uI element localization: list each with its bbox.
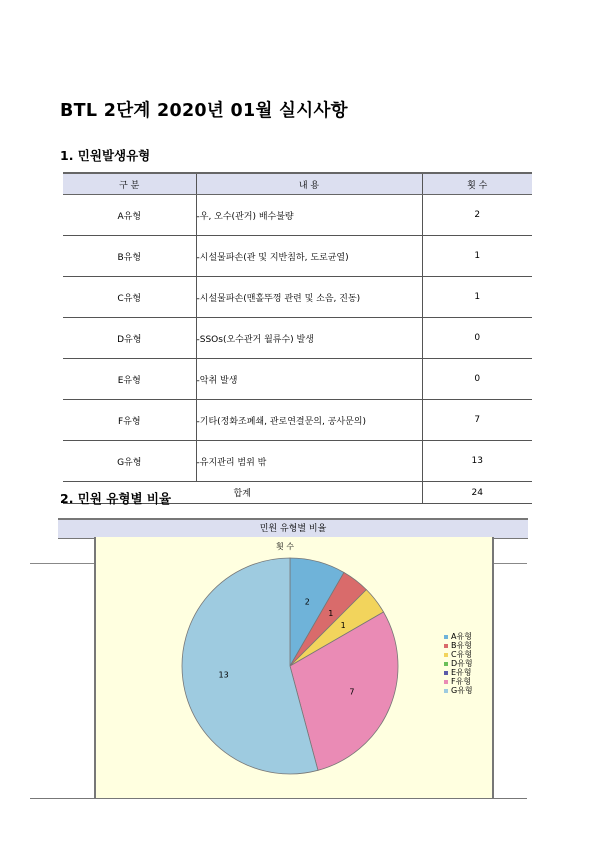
cell-count: 13: [422, 441, 532, 482]
column-header-count: 횟 수: [422, 173, 532, 195]
legend-swatch: [444, 653, 448, 657]
chart-legend: [444, 632, 473, 695]
section-heading-ratio: 2. 민원 유형별 비율: [60, 491, 172, 506]
pie-data-label: 7: [349, 687, 355, 697]
legend-swatch: [444, 689, 448, 693]
pie-data-label: 2: [304, 597, 310, 607]
legend-label: E유형: [451, 668, 472, 677]
legend-item: [444, 677, 473, 686]
cell-content: -시설물파손(맨홀뚜껑 관련 및 소음, 진동): [196, 277, 422, 318]
legend-item: [444, 659, 473, 668]
legend-label: D유형: [451, 659, 473, 668]
cell-count: 0: [422, 318, 532, 359]
cell-type: C유형: [63, 277, 196, 318]
cell-type: A유형: [63, 195, 196, 236]
chart-title: 민원 유형별 비율: [58, 518, 528, 539]
legend-item: [444, 641, 473, 650]
column-header-content: 내 용: [196, 173, 422, 195]
cell-content: -시설물파손(관 및 지반침하, 도로균열): [196, 236, 422, 277]
total-value: 24: [422, 482, 532, 504]
legend-item: [444, 650, 473, 659]
cell-count: 2: [422, 195, 532, 236]
page-title: BTL 2단계 2020년 01월 실시사항: [60, 101, 348, 121]
legend-item: [444, 632, 473, 641]
cell-count: 1: [422, 277, 532, 318]
cell-type: F유형: [63, 400, 196, 441]
legend-label: B유형: [451, 641, 472, 650]
chart-series-title: 횟 수: [276, 542, 294, 551]
column-header-type: 구 분: [63, 173, 196, 195]
legend-label: A유형: [451, 632, 472, 641]
cell-content: -기타(정화조폐쇄, 관로연결문의, 공사문의): [196, 400, 422, 441]
cell-type: B유형: [63, 236, 196, 277]
section-heading-complaint-types: 1. 민원발생유형: [60, 148, 151, 163]
pie-data-label: 1: [340, 621, 346, 631]
pie-data-label: 1: [328, 608, 334, 618]
legend-swatch: [444, 671, 448, 675]
cell-type: E유형: [63, 359, 196, 400]
legend-swatch: [444, 644, 448, 648]
cell-content: -악취 발생: [196, 359, 422, 400]
cell-count: 7: [422, 400, 532, 441]
legend-label: G유형: [451, 686, 473, 695]
total-label: 합계: [63, 482, 422, 504]
legend-item: [444, 686, 473, 695]
cell-count: 0: [422, 359, 532, 400]
cell-content: -유지관리 범위 밖: [196, 441, 422, 482]
legend-label: C유형: [451, 650, 473, 659]
legend-swatch: [444, 662, 448, 666]
cell-content: -SSOs(오수관거 월류수) 발생: [196, 318, 422, 359]
cell-type: D유형: [63, 318, 196, 359]
cell-content: -우, 오수(관거) 배수불량: [196, 195, 422, 236]
legend-label: F유형: [451, 677, 472, 686]
cell-type: G유형: [63, 441, 196, 482]
legend-swatch: [444, 635, 448, 639]
legend-swatch: [444, 680, 448, 684]
cell-count: 1: [422, 236, 532, 277]
legend-item: [444, 668, 473, 677]
pie-data-label: 13: [218, 670, 229, 680]
